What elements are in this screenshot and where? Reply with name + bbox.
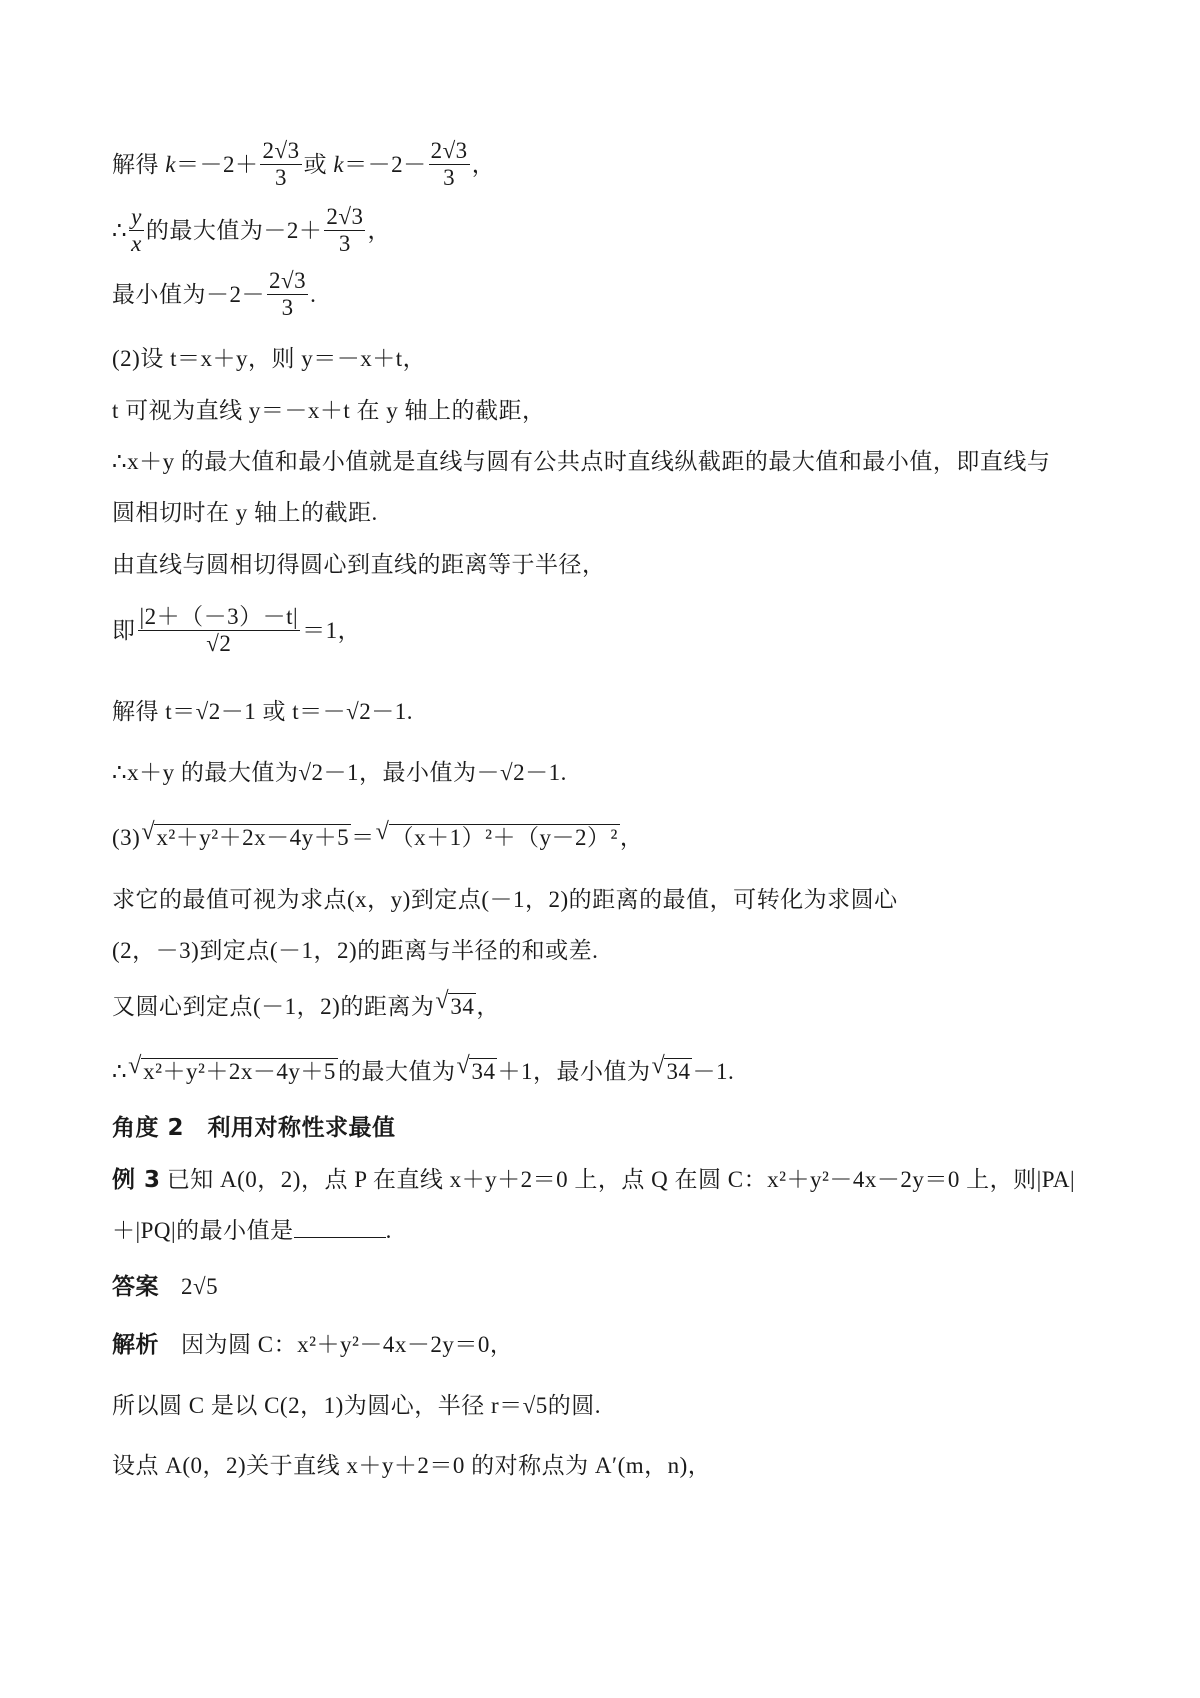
square-root: √ x²＋y²＋2x－4y＋5 [128, 1052, 336, 1084]
example-label: 例 3 [112, 1167, 161, 1193]
square-root: √ 34 [651, 1052, 691, 1084]
fraction: $\frac{y}{x}$ [131, 204, 142, 256]
solution-line: (2，－3)到定点(－1，2)的距离与半径的和或差. [112, 938, 599, 963]
example-statement-cont: ＋|PQ|的最小值是 . [112, 1215, 392, 1246]
solution-line-distance-equation: 即 $\frac{|2+(-3)-t|}{√2}$ ＝1， [112, 604, 362, 656]
fraction: $\frac{|2+(-3)-t|}{√2}$ [139, 604, 299, 656]
solution-line-max-min: ∴ √ x²＋y²＋2x－4y＋5的最大值为 √ 34＋1，最小值为 √ 34－1. [112, 1057, 734, 1087]
analysis-label: 解析 [112, 1332, 159, 1358]
square-root: √ 34 [435, 987, 475, 1019]
answer-line [112, 1272, 218, 1302]
square-root: √ （x＋1）²＋（y－2）² [375, 818, 618, 850]
answer-blank [294, 1215, 386, 1238]
square-root: √ x²＋y²＋2x－4y＋5 [141, 818, 350, 850]
example-statement: 例 3 已知 A(0，2)，点 P 在直线 x＋y＋2＝0 上，点 Q 在圆 C：x²＋y²－4x－2y＝0 上，则|PA| [112, 1167, 1076, 1193]
section-heading: 角度 2 利用对称性求最值 [112, 1115, 396, 1141]
solution-line: t 可视为直线 y＝－x＋t 在 y 轴上的截距， [112, 398, 546, 423]
answer-value: 2√5 [181, 1274, 219, 1299]
solution-line: 设点 A(0，2)关于直线 x＋y＋2＝0 的对称点为 A′(m，n)， [112, 1453, 712, 1478]
fraction: $\frac{2√3}{3}$ [262, 138, 300, 190]
solution-line: 圆相切时在 y 轴上的截距. [112, 500, 378, 525]
solution-line: 由直线与圆相切得圆心到直线的距离等于半径， [112, 552, 606, 577]
fraction: $\frac{2√3}{3}$ [326, 204, 364, 256]
solution-line: 所以圆 C 是以 C(2，1)为圆心，半径 r＝√5的圆. [112, 1393, 602, 1418]
solution-line-min-ratio: 最小值为－2－ $\frac{2√3}{3}$ . [112, 268, 317, 320]
solution-line: (2)设 t＝x＋y，则 y＝－x＋t， [112, 346, 427, 371]
solution-line: 解得 t＝√2－1 或 t＝－√2－1. [112, 699, 414, 724]
solution-line-distance: 又圆心到定点(－1，2)的距离为 √ 34， [112, 992, 500, 1022]
fraction: $\frac{2√3}{3}$ [430, 138, 468, 190]
square-root: √ 34 [456, 1052, 496, 1084]
fraction: $\frac{2√3}{3}$ [269, 268, 307, 320]
solution-line-k-values: 解得 k＝－2＋ $\frac{2√3}{3}$ 或 k＝－2－ $\frac{2√3}{3}$ ， [112, 138, 496, 190]
solution-line: 求它的最值可视为求点(x，y)到定点(－1，2)的距离的最值，可转化为求圆心 [112, 887, 898, 912]
solution-line: ∴x＋y 的最大值和最小值就是直线与圆有公共点时直线纵截距的最大值和最小值，即直线与 [112, 449, 1051, 474]
solution-line-sqrt-expression: (3) √ x²＋y²＋2x－4y＋5＝ √ （x＋1）²＋（y－2）²， [112, 823, 643, 853]
solution-line: ∴x＋y 的最大值为√2－1，最小值为－√2－1. [112, 760, 567, 785]
solution-line-max-ratio: ∴ $\frac{y}{x}$ 的最大值为－2＋ $\frac{2√3}{3}$ ， [112, 204, 391, 256]
analysis-line: 解析 因为圆 C：x²＋y²－4x－2y＝0， [112, 1332, 514, 1358]
answer-label: 答案 [112, 1274, 159, 1300]
